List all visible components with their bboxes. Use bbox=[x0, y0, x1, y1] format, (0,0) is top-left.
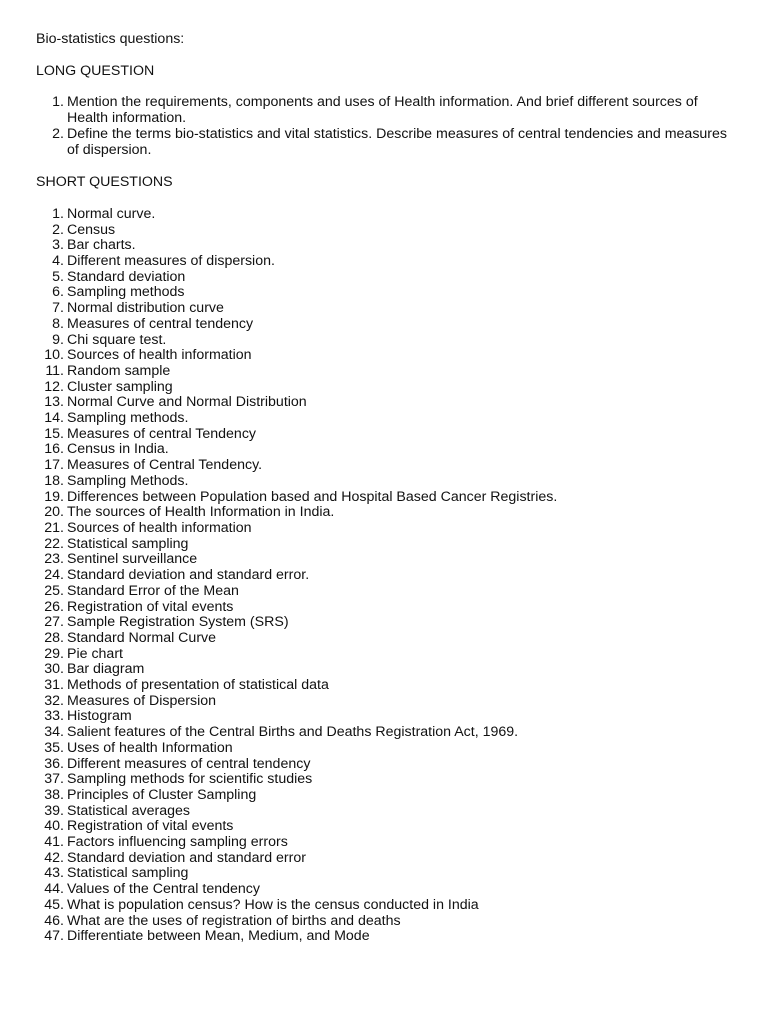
list-item bbox=[36, 757, 728, 773]
document-title: Bio-statistics questions: bbox=[36, 31, 185, 47]
list-item bbox=[36, 694, 728, 710]
list-item bbox=[36, 631, 728, 647]
list-item bbox=[36, 568, 728, 584]
list-item bbox=[36, 882, 728, 898]
list-item-text: Measures of central Tendency bbox=[67, 425, 257, 442]
list-item-text: Sampling methods bbox=[67, 284, 185, 301]
list-item-number: 2. bbox=[52, 221, 64, 238]
list-item-number: 7. bbox=[52, 300, 64, 317]
list-item-number: 40. bbox=[44, 818, 64, 835]
list-item-text: Chi square test. bbox=[67, 331, 167, 348]
list-item-number: 35. bbox=[44, 739, 64, 756]
list-item bbox=[36, 474, 728, 490]
list-item-number: 27. bbox=[44, 614, 64, 631]
list-item-text: Measures of Dispersion bbox=[67, 692, 217, 709]
list-item-number: 18. bbox=[44, 472, 64, 489]
list-item bbox=[36, 505, 728, 521]
list-item-text: What are the uses of registration of births and deaths bbox=[67, 912, 401, 929]
list-item-number: 28. bbox=[44, 629, 64, 646]
list-item-number: 6. bbox=[52, 284, 64, 301]
list-item bbox=[36, 537, 728, 553]
list-item bbox=[36, 395, 728, 411]
list-item-number: 25. bbox=[44, 582, 64, 599]
list-item-number: 9. bbox=[52, 331, 64, 348]
list-item bbox=[36, 348, 728, 364]
list-item-text: Sampling Methods. bbox=[67, 472, 189, 489]
list-item bbox=[36, 333, 728, 349]
short-question-list bbox=[36, 207, 728, 945]
list-item-text: Different measures of central tendency bbox=[67, 755, 311, 772]
list-item-text: Factors influencing sampling errors bbox=[67, 834, 288, 851]
list-item bbox=[36, 647, 728, 663]
list-item-text: Uses of health Information bbox=[67, 739, 233, 756]
list-item bbox=[36, 207, 728, 223]
list-item bbox=[36, 584, 728, 600]
list-item-number: 1. bbox=[52, 94, 64, 111]
list-item-text: Mention the requirements, components and uses of Health information. And brief different sources of Health information. bbox=[67, 94, 698, 127]
list-item bbox=[36, 127, 728, 158]
list-item-number: 43. bbox=[44, 865, 64, 882]
list-item-text: Values of the Central tendency bbox=[67, 881, 260, 898]
list-item-number: 26. bbox=[44, 598, 64, 615]
list-item bbox=[36, 835, 728, 851]
list-item-text: Normal Curve and Normal Distribution bbox=[67, 394, 307, 411]
list-item-text: Registration of vital events bbox=[67, 598, 234, 615]
list-item-text: Measures of Central Tendency. bbox=[67, 457, 263, 474]
list-item bbox=[36, 490, 728, 506]
list-item-text: Principles of Cluster Sampling bbox=[67, 786, 257, 803]
list-item bbox=[36, 364, 728, 380]
list-item-number: 22. bbox=[44, 535, 64, 552]
list-item-number: 19. bbox=[44, 488, 64, 505]
list-item bbox=[36, 725, 728, 741]
list-item bbox=[36, 819, 728, 835]
list-item-number: 5. bbox=[52, 268, 64, 285]
list-item bbox=[36, 788, 728, 804]
list-item bbox=[36, 317, 728, 333]
list-item-number: 12. bbox=[44, 378, 64, 395]
list-item-number: 16. bbox=[44, 441, 64, 458]
list-item bbox=[36, 95, 728, 126]
list-item bbox=[36, 223, 728, 239]
list-item-number: 11. bbox=[45, 362, 64, 379]
list-item bbox=[36, 741, 728, 757]
list-item-text: Census bbox=[67, 221, 116, 238]
list-item-number: 36. bbox=[44, 755, 64, 772]
list-item-number: 46. bbox=[44, 912, 64, 929]
list-item bbox=[36, 411, 728, 427]
list-item-number: 47. bbox=[44, 928, 64, 945]
long-question-heading: LONG QUESTION bbox=[36, 62, 155, 79]
list-item bbox=[36, 929, 728, 945]
list-item bbox=[36, 270, 728, 286]
list-item-text: Statistical sampling bbox=[67, 535, 189, 552]
list-item-text: Pie chart bbox=[67, 645, 123, 662]
list-item-text: Statistical averages bbox=[67, 802, 191, 819]
list-item-text: Salient features of the Central Births and Deaths Registration Act, 1969. bbox=[67, 724, 519, 741]
list-item bbox=[36, 285, 728, 301]
list-item-text: Standard deviation bbox=[67, 268, 186, 285]
list-item-number: 13. bbox=[44, 394, 64, 411]
list-item-text: Measures of central tendency bbox=[67, 315, 254, 332]
list-item-number: 15. bbox=[44, 425, 64, 442]
list-item-text: Define the terms bio-statistics and vital statistics. Describe measures of central tendencies and measures of dispersion. bbox=[67, 125, 728, 158]
list-item-number: 31. bbox=[44, 677, 64, 694]
list-item-text: Sources of health information bbox=[67, 519, 252, 536]
list-item-text: What is population census? How is the census conducted in India bbox=[67, 896, 479, 913]
list-item-text: Sampling methods for scientific studies bbox=[67, 771, 313, 788]
list-item-number: 3. bbox=[52, 237, 64, 254]
list-item-text: Bar charts. bbox=[67, 237, 136, 254]
list-item bbox=[36, 615, 728, 631]
list-item-number: 42. bbox=[44, 849, 64, 866]
short-questions-heading: SHORT QUESTIONS bbox=[36, 174, 173, 191]
list-item-text: The sources of Health Information in India. bbox=[67, 504, 335, 521]
list-item bbox=[36, 804, 728, 820]
list-item bbox=[36, 866, 728, 882]
list-item-text: Differentiate between Mean, Medium, and Mode bbox=[67, 928, 370, 945]
list-item bbox=[36, 851, 728, 867]
list-item-number: 30. bbox=[44, 661, 64, 678]
long-question-list bbox=[36, 95, 728, 158]
list-item-number: 2. bbox=[52, 125, 64, 142]
list-item-number: 24. bbox=[44, 567, 64, 584]
list-item-number: 14. bbox=[44, 410, 64, 427]
list-item-text: Standard deviation and standard error bbox=[67, 849, 306, 866]
list-item-text: Normal curve. bbox=[67, 205, 156, 222]
list-item bbox=[36, 678, 728, 694]
list-item-text: Standard deviation and standard error. bbox=[67, 567, 310, 584]
list-item bbox=[36, 898, 728, 914]
list-item-text: Sampling methods. bbox=[67, 410, 189, 427]
list-item bbox=[36, 427, 728, 443]
list-item-text: Different measures of dispersion. bbox=[67, 253, 275, 270]
list-item-text: Registration of vital events bbox=[67, 818, 234, 835]
list-item-number: 41. bbox=[44, 834, 64, 851]
list-item-text: Histogram bbox=[67, 708, 132, 725]
list-item-number: 20. bbox=[44, 504, 64, 521]
list-item-number: 29. bbox=[44, 645, 64, 662]
list-item-number: 33. bbox=[44, 708, 64, 725]
list-item-text: Standard Error of the Mean bbox=[67, 582, 239, 599]
list-item-number: 10. bbox=[44, 347, 64, 364]
list-item bbox=[36, 254, 728, 270]
list-item bbox=[36, 521, 728, 537]
list-item bbox=[36, 458, 728, 474]
list-item-number: 45. bbox=[44, 896, 64, 913]
list-item-text: Standard Normal Curve bbox=[67, 629, 217, 646]
list-item-number: 4. bbox=[52, 253, 64, 270]
list-item-text: Census in India. bbox=[67, 441, 169, 458]
list-item bbox=[36, 709, 728, 725]
list-item bbox=[36, 238, 728, 254]
list-item bbox=[36, 914, 728, 930]
list-item-text: Statistical sampling bbox=[67, 865, 189, 882]
list-item bbox=[36, 301, 728, 317]
list-item bbox=[36, 442, 728, 458]
list-item-number: 34. bbox=[44, 724, 64, 741]
list-item-text: Differences between Population based and Hospital Based Cancer Registries. bbox=[67, 488, 558, 505]
list-item-number: 1. bbox=[52, 205, 64, 222]
list-item-number: 23. bbox=[44, 551, 64, 568]
list-item-text: Sample Registration System (SRS) bbox=[67, 614, 289, 631]
list-item-number: 21. bbox=[44, 519, 64, 536]
list-item-number: 44. bbox=[44, 881, 64, 898]
list-item-text: Random sample bbox=[67, 362, 171, 379]
list-item-number: 32. bbox=[44, 692, 64, 709]
list-item bbox=[36, 662, 728, 678]
list-item-text: Sources of health information bbox=[67, 347, 252, 364]
list-item-number: 37. bbox=[44, 771, 64, 788]
list-item-text: Cluster sampling bbox=[67, 378, 173, 395]
list-item-number: 17. bbox=[44, 457, 64, 474]
list-item bbox=[36, 600, 728, 616]
list-item bbox=[36, 380, 728, 396]
list-item-number: 8. bbox=[52, 315, 64, 332]
list-item-text: Normal distribution curve bbox=[67, 300, 224, 317]
list-item-text: Sentinel surveillance bbox=[67, 551, 198, 568]
list-item bbox=[36, 552, 728, 568]
list-item-text: Methods of presentation of statistical data bbox=[67, 677, 329, 694]
list-item bbox=[36, 772, 728, 788]
list-item-number: 39. bbox=[44, 802, 64, 819]
list-item-text: Bar diagram bbox=[67, 661, 145, 678]
list-item-number: 38. bbox=[44, 786, 64, 803]
